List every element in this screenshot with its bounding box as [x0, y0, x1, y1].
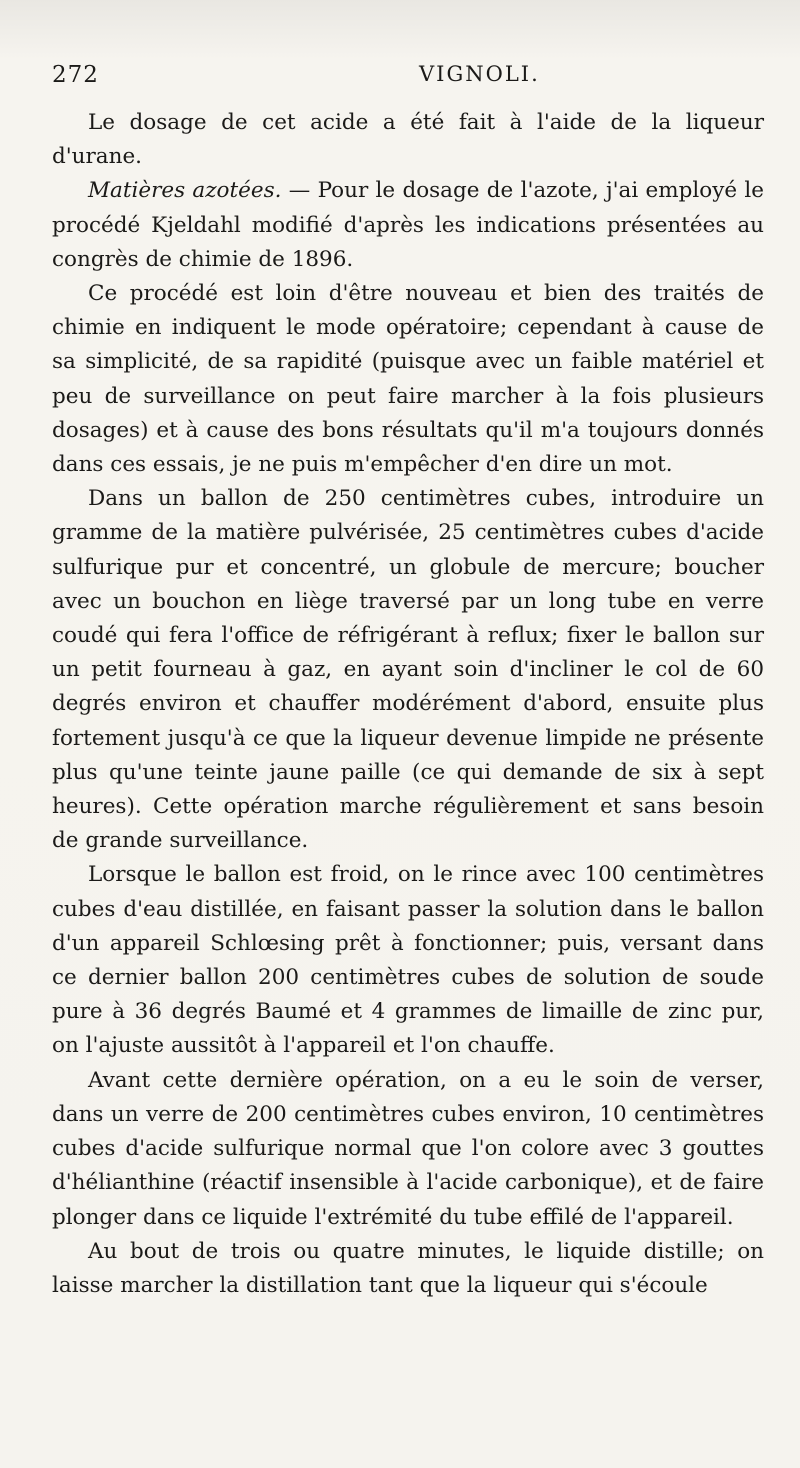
section-heading-matieres-azotees: Matières azotées. [88, 178, 282, 204]
paragraph-2 [52, 174, 764, 277]
paragraph-3: Ce procédé est loin d'être nouveau et bien des traités de chimie en indiquent le mode opératoire; cependant à cause de sa simplicité, de sa rapidité (puisque avec un faible matériel et peu de surveillance on peut faire marcher à la fois plusieurs dosages) et à cause des bons résultats qu'il m'a toujours donnés dans ces essais, je ne puis m'empêcher d'en dire un mot. [52, 281, 764, 478]
paragraph-1: Le dosage de cet acide a été fait à l'aide de la liqueur d'urane. [52, 110, 764, 170]
paragraph-5: Lorsque le ballon est froid, on le rince avec 100 centimètres cubes d'eau distillée, en faisant passer la solution dans le ballon d'un appareil Schlœsing prêt à fonctionner; puis, versant dans ce dernier ballon 200 centimètres cubes de solution de soude pure à 36 degrés Baumé et 4 grammes de limaille de zinc pur, on l'ajuste aussitôt à l'appareil et l'on chauffe. [52, 862, 764, 1059]
running-head: VIGNOLI. [419, 62, 540, 86]
paragraph-6: Avant cette dernière opération, on a eu le soin de verser, dans un verre de 200 centimètres cubes environ, 10 centimètres cubes d'acide sulfurique normal que l'on colore avec 3 gouttes d'hélianthine (réactif insensible à l'acide carbonique), et de faire plonger dans ce liquide l'extrémité du tube effilé de l'appareil. [52, 1067, 764, 1230]
paragraph-2-text: — Pour le dosage de l'azote, j'ai employé le procédé Kjeldahl modifié d'après les indications présentées au congrès de chimie de 1896. [52, 178, 764, 272]
paragraph-7: Au bout de trois ou quatre minutes, le liquide distille; on laisse marcher la distillation tant que la liqueur qui s'écoule [52, 1238, 764, 1298]
page-number: 272 [52, 62, 99, 88]
page-header [52, 62, 752, 102]
paragraph-4: Dans un ballon de 250 centimètres cubes, introduire un gramme de la matière pulvérisée, 25 centimètres cubes d'acide sulfurique pur et concentré, un globule de mercure; boucher avec un bouchon en liège traversé par un long tube en verre coudé qui fera l'office de réfrigérant à reflux; fixer le ballon sur un petit fourneau à gaz, en ayant soin d'incliner le col de 60 degrés environ et chauffer modérément d'abord, ensuite plus fortement jusqu'à ce que la liqueur devenue limpide ne présente plus qu'une teinte jaune paille (ce qui demande de six à sept heures). Cette opération marche régulièrement et sans besoin de grande surveillance. [52, 486, 764, 854]
body-text [52, 106, 764, 1303]
